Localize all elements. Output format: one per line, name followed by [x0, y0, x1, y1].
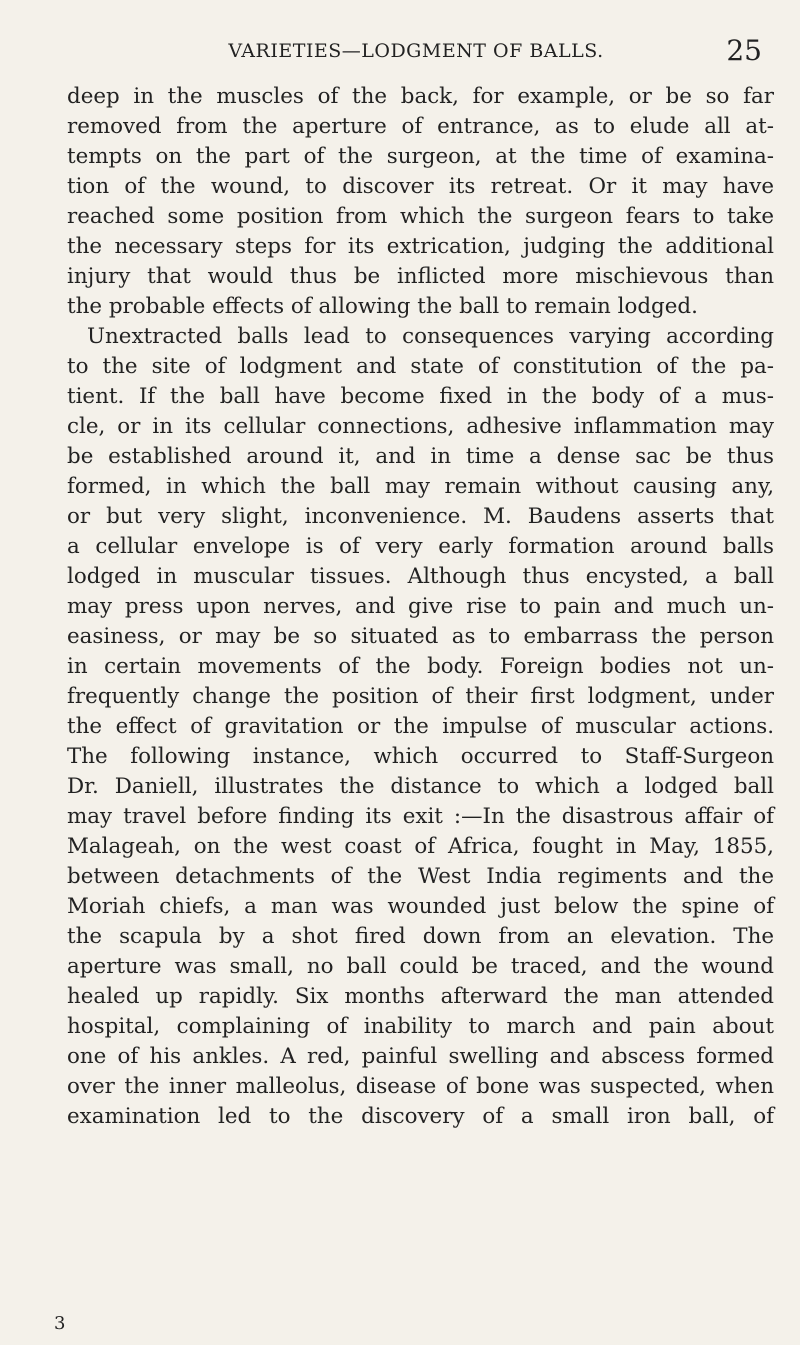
text-line: between detachments of the West India regiments and the: [67, 864, 774, 889]
text-line: over the inner malleolus, disease of bone was suspected, when: [67, 1074, 774, 1099]
text-line: examination led to the discovery of a small iron ball, of: [67, 1104, 774, 1129]
page-number: 25: [726, 34, 762, 67]
text-line: injury that would thus be inflicted more mischievous than: [67, 264, 774, 289]
text-line: Malageah, on the west coast of Africa, fought in May, 1855,: [67, 834, 774, 859]
text-line: may travel before finding its exit :—In the disastrous affair of: [67, 804, 774, 829]
text-line: Moriah chiefs, a man was wounded just below the spine of: [67, 894, 774, 919]
text-line: the probable effects of allowing the ball to remain lodged.: [67, 294, 698, 319]
text-line: easiness, or may be so situated as to embarrass the person: [67, 624, 774, 649]
text-line: one of his ankles. A red, painful swelling and abscess formed: [67, 1044, 774, 1069]
text-line: be established around it, and in time a dense sac be thus: [67, 444, 774, 469]
text-line: tient. If the ball have become fixed in the body of a mus-: [67, 384, 774, 409]
text-line: may press upon nerves, and give rise to pain and much un-: [67, 594, 774, 619]
text-line: tion of the wound, to discover its retreat. Or it may have: [67, 174, 774, 199]
text-line: Unextracted balls lead to consequences varying according: [87, 324, 774, 349]
text-line: or but very slight, inconvenience. M. Baudens asserts that: [67, 504, 774, 529]
text-line: to the site of lodgment and state of constitution of the pa-: [67, 354, 774, 379]
text-line: cle, or in its cellular connections, adhesive inflammation may: [67, 414, 774, 439]
text-line: lodged in muscular tissues. Although thus encysted, a ball: [67, 564, 774, 589]
text-line: the effect of gravitation or the impulse of muscular actions.: [67, 714, 774, 739]
text-line: frequently change the position of their first lodgment, under: [67, 684, 774, 709]
text-line: Dr. Daniell, illustrates the distance to which a lodged ball: [67, 774, 774, 799]
text-line: hospital, complaining of inability to march and pain about: [67, 1014, 774, 1039]
signature-mark: 3: [54, 1313, 66, 1334]
text-line: the necessary steps for its extrication, judging the additional: [67, 234, 774, 259]
text-line: reached some position from which the surgeon fears to take: [67, 204, 774, 229]
text-line: deep in the muscles of the back, for example, or be so far: [67, 84, 774, 109]
text-line: The following instance, which occurred to Staff-Surgeon: [67, 744, 774, 769]
page-header: [70, 34, 762, 67]
text-line: aperture was small, no ball could be traced, and the wound: [67, 954, 774, 979]
text-line: removed from the aperture of entrance, as to elude all at-: [67, 114, 774, 139]
text-line: the scapula by a shot fired down from an elevation. The: [67, 924, 774, 949]
text-line: formed, in which the ball may remain without causing any,: [67, 474, 774, 499]
text-line: a cellular envelope is of very early formation around balls: [67, 534, 774, 559]
running-head: VARIETIES—LODGMENT OF BALLS.: [228, 40, 604, 62]
text-line: tempts on the part of the surgeon, at the time of examina-: [67, 144, 774, 169]
text-line: in certain movements of the body. Foreign bodies not un-: [67, 654, 774, 679]
text-line: healed up rapidly. Six months afterward the man attended: [67, 984, 774, 1009]
body-text: [67, 82, 774, 1132]
